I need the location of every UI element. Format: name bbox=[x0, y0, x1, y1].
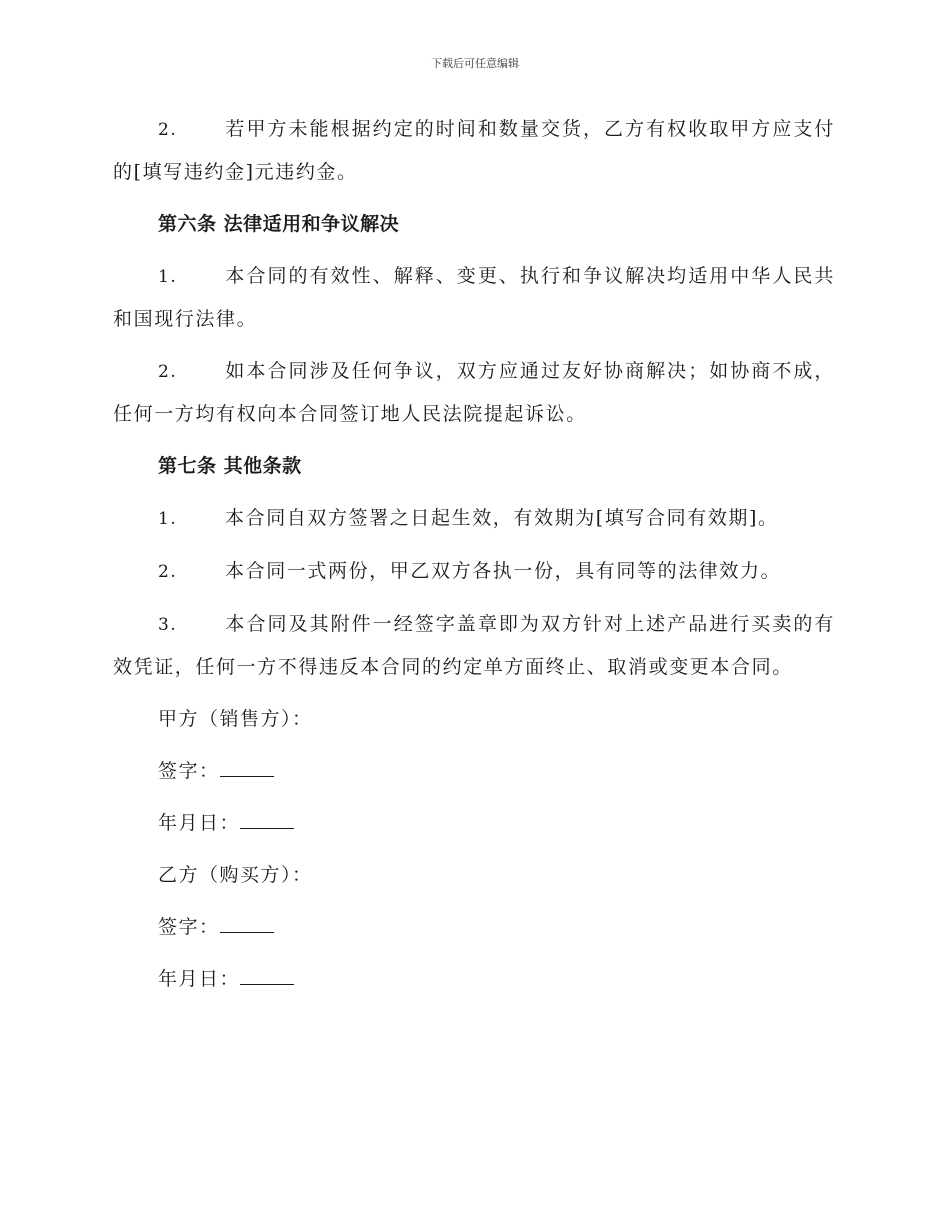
clause-paragraph bbox=[113, 497, 835, 540]
clause-text: 本合同及其附件一经签字盖章即为双方针对上述产品进行买卖的有效凭证，任何一方不得违反本合同的约定单方面终止、取消或变更本合同。 bbox=[113, 613, 835, 678]
clause-paragraph bbox=[113, 108, 835, 193]
clause-text: 本合同一式两份，甲乙双方各执一份，具有同等的法律效力。 bbox=[225, 560, 782, 582]
document-body bbox=[113, 108, 835, 1010]
party-a-label: 甲方（销售方）： bbox=[158, 708, 313, 730]
clause-number: 2. bbox=[158, 562, 178, 582]
clause-number: 1. bbox=[158, 267, 178, 287]
signature-blank[interactable] bbox=[220, 912, 274, 933]
article-heading: 第六条 法律适用和争议解决 bbox=[158, 213, 400, 235]
signature-label: 签字： bbox=[158, 760, 220, 782]
clause-paragraph bbox=[113, 350, 835, 435]
article-heading: 第七条 其他条款 bbox=[158, 455, 302, 477]
clause-number: 1. bbox=[158, 509, 178, 529]
party-a-signature-line bbox=[113, 750, 835, 792]
party-b-label: 乙方（购买方）： bbox=[158, 864, 313, 886]
clause-number: 2. bbox=[158, 120, 178, 140]
signature-blank[interactable] bbox=[220, 756, 274, 777]
clause-number: 3. bbox=[158, 615, 178, 635]
clause-paragraph bbox=[113, 550, 835, 593]
date-label: 年月日： bbox=[158, 812, 241, 834]
clause-number: 2. bbox=[158, 362, 178, 382]
clause-paragraph bbox=[113, 603, 835, 688]
clause-text: 本合同自双方签署之日起生效，有效期为[填写合同有效期]。 bbox=[225, 507, 779, 529]
clause-paragraph bbox=[113, 255, 835, 340]
party-b-date-line bbox=[113, 958, 835, 1000]
date-label: 年月日： bbox=[158, 968, 241, 990]
party-a-date-line bbox=[113, 802, 835, 844]
signature-label: 签字： bbox=[158, 916, 220, 938]
clause-text: 若甲方未能根据约定的时间和数量交货，乙方有权收取甲方应支付的[填写违约金]元违约金。 bbox=[113, 118, 835, 183]
clause-text: 本合同的有效性、解释、变更、执行和争议解决均适用中华人民共和国现行法律。 bbox=[113, 265, 835, 330]
date-blank[interactable] bbox=[240, 964, 294, 985]
clause-text: 如本合同涉及任何争议，双方应通过友好协商解决；如协商不成，任何一方均有权向本合同签订地人民法院提起诉讼。 bbox=[113, 360, 835, 425]
header-note: 下载后可任意编辑 bbox=[431, 57, 519, 70]
party-b-signature-line bbox=[113, 906, 835, 948]
date-blank[interactable] bbox=[240, 808, 294, 829]
